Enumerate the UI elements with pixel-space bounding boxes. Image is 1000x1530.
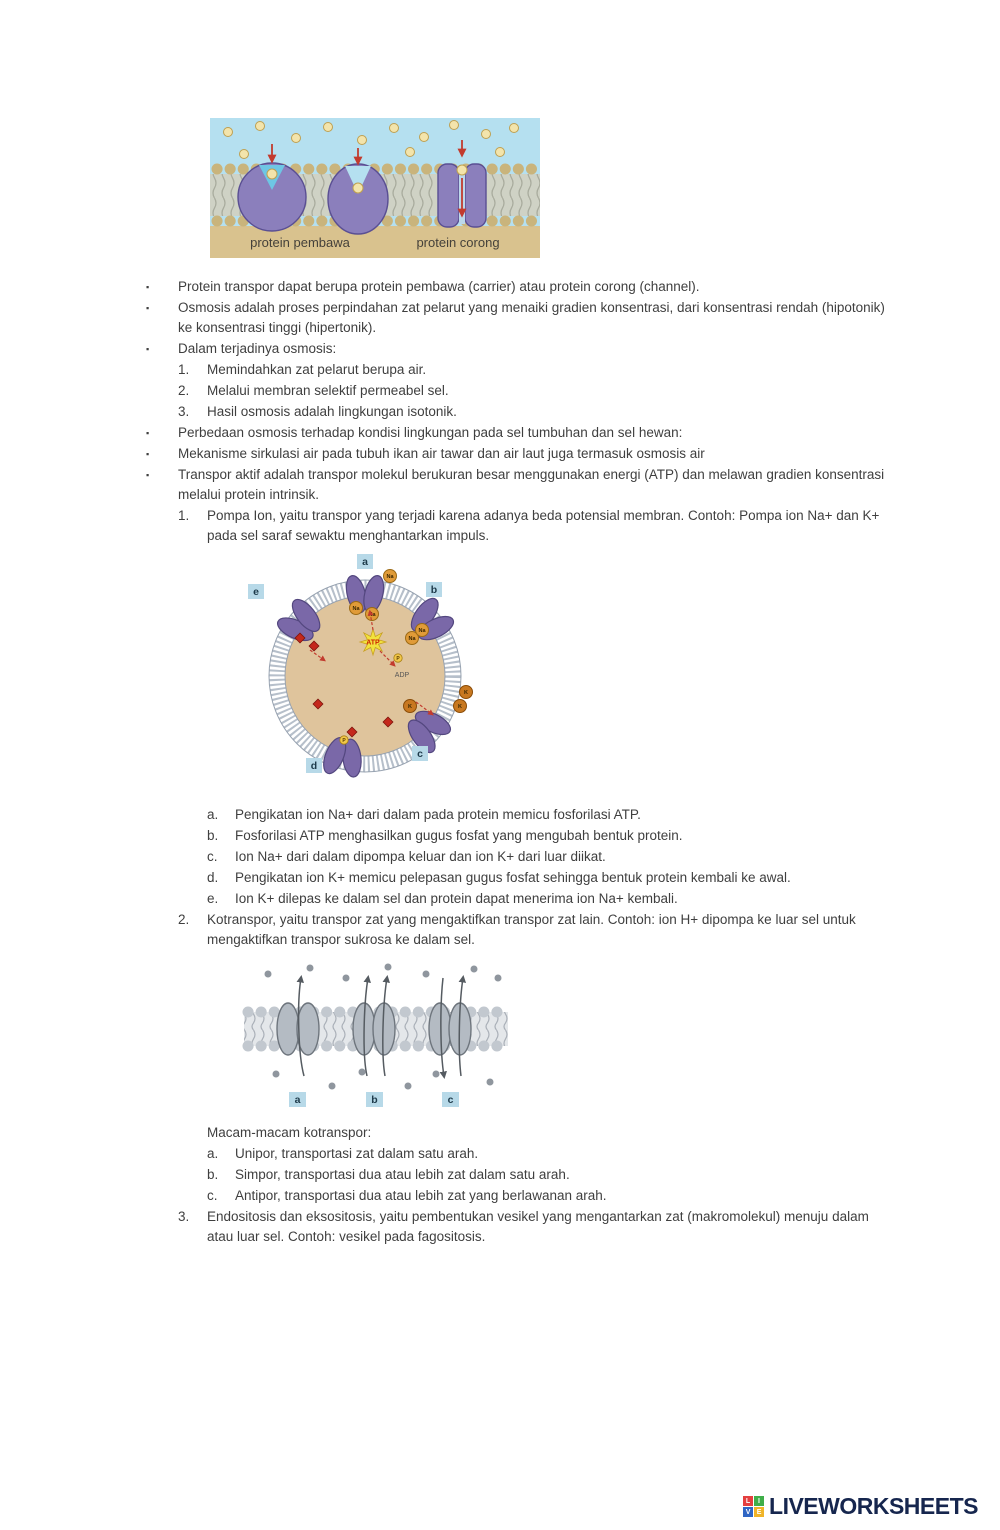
- bullet-text: Transpor aktif adalah transpor molekul berukuran besar menggunakan energi (ATP) dan melawan gradien konsentrasi melalui protein intrinsik.: [178, 467, 885, 502]
- k-ion: [404, 700, 417, 713]
- lettered-item: [0, 1144, 1000, 1164]
- cotransport-svg: [240, 962, 512, 1112]
- phosphate-icon: [394, 654, 402, 662]
- lettered-item: [0, 1165, 1000, 1185]
- bullet-text: Perbedaan osmosis terhadap kondisi lingkungan pada sel tumbuhan dan sel hewan:: [178, 425, 683, 440]
- item-letter: a.: [207, 807, 219, 822]
- numbered-item: [0, 1207, 1000, 1247]
- membrane-proteins-svg: [210, 118, 540, 258]
- bullet-marker: ▪: [146, 303, 150, 313]
- item-text: Kotranspor, yaitu transpor zat yang mengaktifkan transpor zat lain. Contoh: ion H+ dipompa ke luar sel untuk mengaktifkan transpor sukrosa ke dalam sel.: [207, 912, 856, 947]
- pump-label-e: [248, 584, 264, 599]
- item-text: Simpor, transportasi dua atau lebih zat dalam satu arah.: [235, 1167, 570, 1182]
- na-ion: [350, 602, 363, 615]
- cotransport-label-a: [289, 1092, 306, 1107]
- channel-label: protein corong: [416, 235, 500, 250]
- logo-square-i: I: [754, 1496, 764, 1506]
- pump-label-c: [412, 746, 428, 761]
- item-letter: a.: [207, 1146, 219, 1161]
- svg-text:K: K: [408, 704, 412, 710]
- numbered-item: [0, 360, 1000, 380]
- svg-text:P: P: [396, 656, 400, 662]
- na-ion: [366, 608, 379, 621]
- atp-star: [360, 629, 386, 655]
- bullet-text: Osmosis adalah proses perpindahan zat pelarut yang menaiki gradien konsentrasi, dari konsentrasi rendah (hipotonik) ke konsentrasi tinggi (hipertonik).: [178, 300, 885, 335]
- bullet-item: [0, 277, 1000, 297]
- phosphate-icon: [340, 736, 348, 744]
- item-number: 1.: [178, 508, 190, 523]
- liveworksheets-wordmark: LIVEWORKSHEETS: [769, 1493, 978, 1519]
- item-text: Unipor, transportasi zat dalam satu arah.: [235, 1146, 479, 1161]
- pump-label-d: [306, 758, 322, 773]
- lettered-item: [0, 805, 1000, 825]
- cotransport-protein-c: [429, 1003, 471, 1055]
- bullet-item: [0, 339, 1000, 359]
- item-letter: e.: [207, 891, 219, 906]
- numbered-item: [0, 506, 1000, 546]
- bullet-marker: ▪: [146, 449, 150, 459]
- logo-square-v: V: [743, 1507, 753, 1517]
- figure-membrane-proteins: [210, 118, 1000, 261]
- item-text: Pompa Ion, yaitu transpor yang terjadi karena adanya beda potensial membran. Contoh: Pompa ion Na+ dan K+ pada sel saraf sewaktu menghantarkan impuls.: [207, 508, 880, 543]
- item-letter: c.: [207, 1188, 218, 1203]
- lettered-item: [0, 868, 1000, 888]
- lettered-item: [0, 847, 1000, 867]
- bullet-item: [0, 444, 1000, 464]
- item-number: 2.: [178, 912, 190, 927]
- svg-text:b: b: [371, 1094, 378, 1106]
- item-text: Antipor, transportasi dua atau lebih zat yang berlawanan arah.: [235, 1188, 607, 1203]
- item-text: Fosforilasi ATP menghasilkan gugus fosfat yang mengubah bentuk protein.: [235, 828, 683, 843]
- figure-ion-pump: [240, 554, 1000, 795]
- carrier-label: protein pembawa: [250, 235, 350, 250]
- lettered-item: [0, 889, 1000, 909]
- svg-text:a: a: [294, 1094, 301, 1106]
- svg-text:d: d: [310, 760, 318, 772]
- k-ion: [460, 686, 473, 699]
- item-number: 3.: [178, 404, 190, 419]
- svg-text:Na: Na: [368, 612, 376, 618]
- bullet-item: [0, 465, 1000, 505]
- bullet-item: [0, 423, 1000, 443]
- liveworksheets-logo[interactable]: [743, 1493, 978, 1520]
- numbered-item: [0, 381, 1000, 401]
- item-letter: c.: [207, 849, 218, 864]
- k-ion: [454, 700, 467, 713]
- svg-text:c: c: [417, 748, 423, 760]
- item-text: Hasil osmosis adalah lingkungan isotonik.: [207, 404, 457, 419]
- cotransport-label-b: [366, 1092, 383, 1107]
- svg-text:e: e: [253, 586, 259, 598]
- item-letter: b.: [207, 828, 219, 843]
- lettered-item: [0, 826, 1000, 846]
- liveworksheets-icon: [743, 1496, 764, 1517]
- bullet-marker: ▪: [146, 282, 150, 292]
- bullet-marker: ▪: [146, 344, 150, 354]
- logo-square-e: E: [754, 1507, 764, 1517]
- bullet-text: Dalam terjadinya osmosis:: [178, 341, 337, 356]
- pump-label-b: [426, 582, 442, 597]
- numbered-item: [0, 910, 1000, 950]
- item-letter: b.: [207, 1167, 219, 1182]
- adp-label: ADP: [394, 672, 410, 679]
- cotransport-label-c: [442, 1092, 459, 1107]
- svg-text:Na: Na: [408, 636, 416, 642]
- na-ion: [384, 570, 397, 583]
- svg-text:P: P: [342, 738, 346, 744]
- lettered-item: [0, 1186, 1000, 1206]
- carrier-protein-1: [238, 163, 306, 231]
- pump-label-a: [357, 554, 373, 569]
- bullet-marker: ▪: [146, 470, 150, 480]
- svg-text:a: a: [362, 556, 368, 568]
- item-text: Ion Na+ dari dalam dipompa keluar dan ion K+ dari luar diikat.: [235, 849, 606, 864]
- bullet-text: Mekanisme sirkulasi air pada tubuh ikan air tawar dan air laut juga termasuk osmosis air: [178, 446, 705, 461]
- item-text: Pengikatan ion K+ memicu pelepasan gugus fosfat sehingga bentuk protein kembali ke awal.: [235, 870, 791, 885]
- item-text: Ion K+ dilepas ke dalam sel dan protein dapat menerima ion Na+ kembali.: [235, 891, 678, 906]
- numbered-item: [0, 402, 1000, 422]
- item-number: 3.: [178, 1209, 190, 1224]
- ion-pump-svg: [240, 554, 490, 792]
- logo-square-l: L: [743, 1496, 753, 1506]
- svg-text:K: K: [464, 690, 468, 696]
- item-number: 1.: [178, 362, 190, 377]
- item-text: Endositosis dan eksositosis, yaitu pembentukan vesikel yang mengantarkan zat (makromolekul) menuju dalam atau luar sel. Contoh: vesikel pada fagositosis.: [207, 1209, 869, 1244]
- na-ion: [416, 624, 429, 637]
- item-text: Memindahkan zat pelarut berupa air.: [207, 362, 427, 377]
- bullet-text: Protein transpor dapat berupa protein pembawa (carrier) atau protein corong (channel).: [178, 279, 700, 294]
- item-letter: d.: [207, 870, 219, 885]
- figure-cotransport: [240, 962, 1000, 1115]
- svg-text:b: b: [430, 584, 438, 596]
- cotransport-heading: Macam-macam kotranspor:: [207, 1125, 372, 1140]
- item-text: Pengikatan ion Na+ dari dalam pada protein memicu fosforilasi ATP.: [235, 807, 641, 822]
- svg-text:c: c: [447, 1094, 454, 1106]
- svg-text:Na: Na: [418, 628, 426, 634]
- carrier-protein-2: [328, 164, 388, 234]
- item-number: 2.: [178, 383, 190, 398]
- bullet-marker: ▪: [146, 428, 150, 438]
- atp-label: ATP: [366, 639, 380, 647]
- svg-text:Na: Na: [386, 574, 394, 580]
- svg-text:Na: Na: [352, 606, 360, 612]
- item-text: Melalui membran selektif permeabel sel.: [207, 383, 449, 398]
- svg-text:K: K: [458, 704, 462, 710]
- bullet-item: [0, 298, 1000, 338]
